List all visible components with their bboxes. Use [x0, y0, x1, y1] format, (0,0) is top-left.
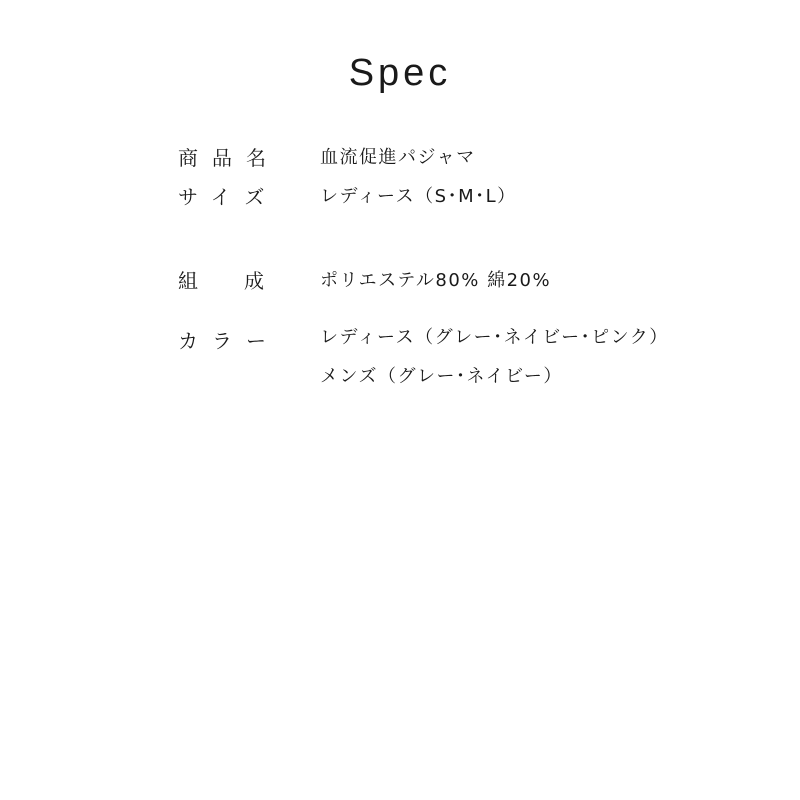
color-value-ladies: レディース（グレー･ネイビー･ピンク）: [320, 327, 669, 348]
size-value: レディース（S･M･L）: [320, 186, 517, 207]
composition-label: 組成: [178, 269, 310, 293]
composition-value: ポリエステル80% 綿20%: [320, 270, 552, 291]
size-label: サイズ: [178, 185, 279, 209]
color-label: カラー: [178, 329, 280, 353]
product-name-label: 商品名: [178, 146, 280, 170]
page-title: Spec: [348, 52, 452, 94]
product-name-value: 血流促進パジャマ: [320, 147, 476, 168]
color-value-mens: メンズ（グレー･ネイビー）: [320, 366, 563, 387]
